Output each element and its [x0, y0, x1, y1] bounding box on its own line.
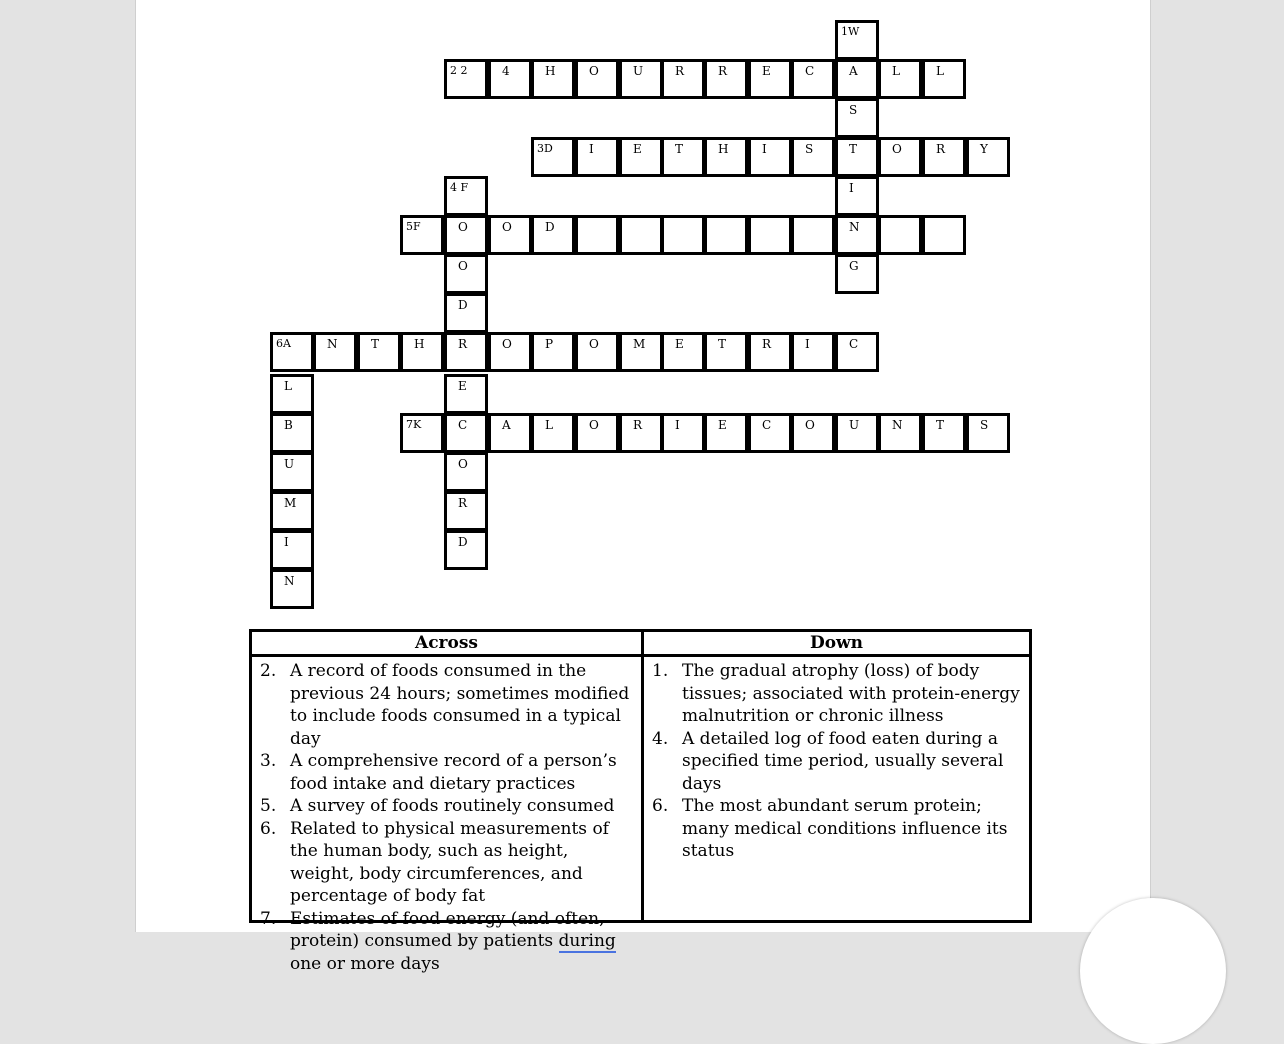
cell-letter: M [284, 496, 297, 510]
cell-letter: O [502, 220, 512, 234]
crossword-cell[interactable] [270, 374, 314, 414]
crossword-cell[interactable] [835, 137, 879, 177]
cell-letter: I [589, 142, 594, 156]
crossword-cell[interactable] [878, 137, 922, 177]
cell-letter: O [892, 142, 902, 156]
cell-letter: N [327, 337, 338, 351]
clue-number: 6. [260, 818, 277, 839]
crossword-cell[interactable] [400, 332, 444, 372]
crossword-cell[interactable] [661, 59, 705, 99]
crossword-cell[interactable] [748, 413, 792, 453]
cell-letter: I [675, 418, 680, 432]
across-column [252, 632, 644, 974]
crossword-cell[interactable] [444, 332, 488, 372]
cell-letter: L [545, 418, 553, 432]
cell-letter: O [458, 457, 468, 471]
crossword-cell[interactable] [704, 413, 748, 453]
crossword-cell[interactable] [704, 59, 748, 99]
cell-letter: T [849, 142, 858, 156]
cell-letter: U [633, 64, 644, 78]
clue-text: A record of foods consumed in the previous 24 hours; sometimes modified to include foods consumed in a typical day [290, 661, 630, 749]
cell-number: 6A [276, 337, 291, 350]
spellcheck-flagged-word[interactable]: during [558, 931, 616, 951]
clue-number: 2. [260, 661, 277, 681]
crossword-cell[interactable] [835, 215, 879, 255]
crossword-cell[interactable] [966, 413, 1010, 453]
cell-letter: R [458, 496, 468, 510]
clue-number: 1. [652, 661, 669, 681]
crossword-cell[interactable] [878, 215, 922, 255]
crossword-cell[interactable] [619, 137, 663, 177]
cell-number: 1W [841, 25, 860, 38]
crossword-cell[interactable] [531, 413, 575, 453]
cell-letter: O [589, 64, 599, 78]
cell-letter: O [589, 418, 599, 432]
cell-letter: I [849, 181, 854, 195]
cell-letter: R [936, 142, 946, 156]
crossword-cell[interactable] [444, 293, 488, 333]
down-clue [652, 660, 1023, 728]
cell-letter: E [633, 142, 642, 156]
down-clue [652, 795, 1023, 863]
crossword-cell[interactable] [748, 59, 792, 99]
clue-table [249, 629, 1032, 974]
cell-letter: A [502, 418, 511, 432]
crossword-cell[interactable] [791, 332, 835, 372]
crossword-cell[interactable] [619, 332, 663, 372]
crossword-cell[interactable] [661, 137, 705, 177]
crossword-cell[interactable] [835, 98, 879, 138]
crossword-cell[interactable] [619, 413, 663, 453]
crossword-cell[interactable] [575, 137, 619, 177]
cell-letter: R [458, 337, 468, 351]
cell-letter: R [633, 418, 643, 432]
cell-letter: P [545, 337, 554, 351]
crossword-cell[interactable] [270, 452, 314, 492]
cell-letter: O [458, 259, 468, 273]
cell-letter: R [718, 64, 728, 78]
cell-number: 5F [406, 220, 421, 233]
crossword-cell[interactable] [444, 374, 488, 414]
across-clue [260, 795, 635, 818]
cell-letter: C [762, 418, 772, 432]
crossword-cell[interactable] [922, 215, 966, 255]
crossword-cell[interactable] [791, 137, 835, 177]
crossword-cell[interactable] [575, 59, 619, 99]
cell-number: 2 2 [450, 64, 468, 77]
crossword-cell[interactable] [791, 215, 835, 255]
crossword-cell[interactable] [748, 332, 792, 372]
cell-letter: E [718, 418, 727, 432]
crossword-cell[interactable] [835, 20, 879, 60]
cell-letter: O [502, 337, 512, 351]
crossword-cell[interactable] [444, 413, 488, 453]
cell-letter: 4 [502, 64, 510, 78]
crossword-cell[interactable] [661, 413, 705, 453]
crossword-cell[interactable] [531, 332, 575, 372]
crossword-cell[interactable] [619, 59, 663, 99]
crossword-cell[interactable] [575, 413, 619, 453]
across-clue [260, 750, 635, 795]
cell-letter: R [675, 64, 685, 78]
crossword-cell[interactable] [748, 137, 792, 177]
crossword-cell[interactable] [444, 452, 488, 492]
crossword-cell[interactable] [835, 332, 879, 372]
crossword-cell[interactable] [488, 332, 532, 372]
crossword-cell[interactable] [270, 530, 314, 570]
cell-letter: I [284, 535, 289, 549]
cell-letter: S [849, 103, 858, 117]
cell-letter: D [545, 220, 555, 234]
clue-text-start: Estimates of food energy (and often, protein) consumed by patients [290, 908, 605, 951]
cell-letter: L [936, 64, 944, 78]
clue-text [290, 908, 635, 976]
crossword-cell[interactable] [444, 491, 488, 531]
cell-letter: C [805, 64, 815, 78]
clue-number: 3. [260, 751, 277, 771]
crossword-cell[interactable] [922, 59, 966, 99]
clue-text: A survey of foods routinely consumed [290, 796, 615, 816]
cell-number: 7K [406, 418, 422, 431]
crossword-cell[interactable] [444, 254, 488, 294]
crossword-cell[interactable] [835, 413, 879, 453]
clue-text: A comprehensive record of a person’s food intake and dietary practices [290, 751, 617, 794]
crossword-cell[interactable] [748, 215, 792, 255]
cell-number: 4 F [450, 181, 469, 194]
cell-letter: N [284, 574, 295, 588]
crossword-cell[interactable] [704, 137, 748, 177]
across-clue-list [252, 657, 641, 975]
across-clue [260, 818, 635, 908]
cell-letter: N [892, 418, 903, 432]
cell-letter: O [589, 337, 599, 351]
cell-letter: E [675, 337, 684, 351]
cell-letter: T [718, 337, 727, 351]
crossword-cell[interactable] [922, 413, 966, 453]
clue-number: 4. [652, 728, 669, 749]
crossword-cell[interactable] [704, 215, 748, 255]
clue-number: 5. [260, 796, 277, 816]
cell-letter: U [849, 418, 860, 432]
crossword-cell[interactable] [531, 215, 575, 255]
crossword-cell[interactable] [791, 413, 835, 453]
crossword-cell[interactable] [661, 215, 705, 255]
crossword-cell[interactable] [444, 176, 488, 216]
cell-letter: D [458, 535, 468, 549]
down-column [644, 632, 1029, 920]
crossword-cell[interactable] [444, 215, 488, 255]
down-clue-list [644, 657, 1029, 863]
cell-letter: I [805, 337, 810, 351]
crossword-cell[interactable] [488, 59, 532, 99]
across-clue [260, 908, 635, 976]
cell-letter: O [805, 418, 815, 432]
crossword-cell[interactable] [270, 569, 314, 609]
crossword-cell[interactable] [444, 59, 488, 99]
cell-letter: H [545, 64, 556, 78]
crossword-cell[interactable] [835, 59, 879, 99]
down-heading: Down [644, 632, 1029, 657]
cell-letter: L [892, 64, 900, 78]
cell-letter: T [371, 337, 380, 351]
cell-letter: L [284, 379, 292, 393]
crossword-cell[interactable] [531, 137, 575, 177]
cell-letter: G [849, 259, 859, 273]
cell-letter: C [849, 337, 859, 351]
crossword-cell[interactable] [270, 332, 314, 372]
cell-letter: I [762, 142, 767, 156]
crossword-cell[interactable] [661, 332, 705, 372]
across-clue [260, 660, 635, 750]
cell-letter: R [762, 337, 772, 351]
cell-letter: T [675, 142, 684, 156]
crossword-cell[interactable] [878, 59, 922, 99]
cell-letter: Y [980, 142, 988, 156]
clue-number: 6. [652, 796, 669, 816]
cell-letter: H [718, 142, 729, 156]
clue-text-end: one or more days [290, 953, 440, 974]
crossword-cell[interactable] [619, 215, 663, 255]
clue-text: A detailed log of food eaten during a specified time period, usually several days [682, 728, 1004, 794]
crossword-cell[interactable] [791, 59, 835, 99]
cell-letter: O [458, 220, 468, 234]
cell-letter: D [458, 298, 468, 312]
crossword-cell[interactable] [488, 413, 532, 453]
cell-letter: S [980, 418, 989, 432]
crossword-cell[interactable] [270, 491, 314, 531]
cell-letter: A [849, 64, 858, 78]
clue-text: The most abundant serum protein; many medical conditions influence its status [682, 796, 1008, 861]
crossword-cell[interactable] [575, 215, 619, 255]
cell-number: 3D [537, 142, 553, 155]
crossword-cell[interactable] [313, 332, 357, 372]
cell-letter: N [849, 220, 860, 234]
crossword-cell[interactable] [357, 332, 401, 372]
crossword-cell[interactable] [444, 530, 488, 570]
cell-letter: E [762, 64, 771, 78]
cell-letter: H [414, 337, 425, 351]
clue-text: Related to physical measurements of the human body, such as height, weight, body circumferences, and percentage of body fat [290, 818, 609, 906]
cell-letter: C [458, 418, 468, 432]
crossword-cell[interactable] [488, 215, 532, 255]
crossword-cell[interactable] [835, 254, 879, 294]
crossword-cell[interactable] [270, 413, 314, 453]
crossword-cell[interactable] [835, 176, 879, 216]
crossword-cell[interactable] [922, 137, 966, 177]
clue-text: The gradual atrophy (loss) of body tissues; associated with protein-energy malnutrition or chronic illness [682, 661, 1020, 726]
clue-number: 7. [260, 908, 277, 929]
floating-circle-button[interactable] [1080, 898, 1226, 1044]
crossword-cell[interactable] [966, 137, 1010, 177]
crossword-cell[interactable] [531, 59, 575, 99]
crossword-cell[interactable] [878, 413, 922, 453]
cell-letter: S [805, 142, 814, 156]
cell-letter: U [284, 457, 295, 471]
cell-letter: T [936, 418, 945, 432]
crossword-cell[interactable] [704, 332, 748, 372]
crossword-cell[interactable] [400, 413, 444, 453]
crossword-cell[interactable] [575, 332, 619, 372]
across-heading: Across [252, 632, 641, 657]
down-clue [652, 728, 1023, 796]
crossword-cell[interactable] [400, 215, 444, 255]
cell-letter: E [458, 379, 467, 393]
cell-letter: M [633, 337, 646, 351]
cell-letter: B [284, 418, 293, 432]
